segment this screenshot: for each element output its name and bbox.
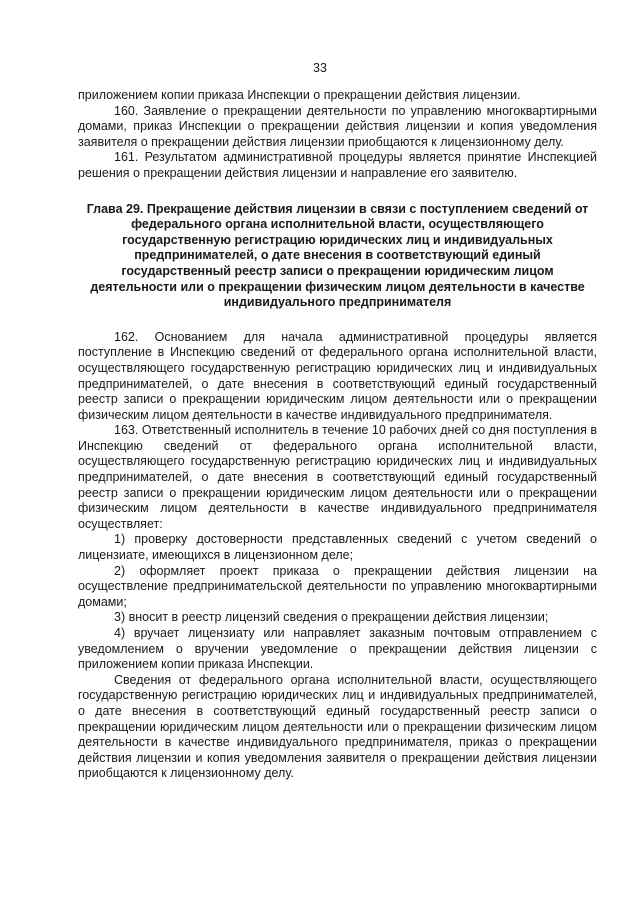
list-item-4: 4) вручает лицензиату или направляет заказным почтовым отправлением с уведомлением о вручении уведомление о прекращении действия лицензии с приложением копии приказа Инспекции.: [78, 626, 597, 672]
paragraph-closing: Сведения от федерального органа исполнительной власти, осуществляющего государственную регистрацию юридических лиц и индивидуальных предпринимателей, о дате внесения в соответствующий единый государственный реестр записи о прекращении юридическим лицом деятельности или о прекращении физическим лицом деятельности в качестве индивидуального предпринимателя, приказ о прекращении действия лицензии и копия уведомления заявителя о прекращении действия лицензии приобщаются к лицензионному делу.: [78, 672, 597, 781]
paragraph-160: 160. Заявление о прекращении деятельности по управлению многоквартирными домами, приказ Инспекции о прекращении действия лицензии и копия уведомления заявителя о прекращении действия лицензии приобщаются к лицензионному делу.: [78, 103, 597, 149]
list-item-3: 3) вносит в реестр лицензий сведения о прекращении действия лицензии;: [114, 610, 549, 625]
page-number: 33: [313, 61, 327, 75]
list-item-1: 1) проверку достоверности представленных сведений с учетом сведений о лицензиате, имеющихся в лицензионном деле;: [78, 532, 597, 563]
paragraph-161: 161. Результатом административной процедуры является принятие Инспекцией решения о прекращении действия лицензии и направление его заявителю.: [78, 150, 597, 180]
chapter-heading: Глава 29. Прекращение действия лицензии в связи с поступлением сведений от федерального органа исполнительной власти, осуществляющего государственную регистрацию юридических лиц и индивидуальных предпринимателей, о дате внесения в соответствующий единый государственный реестр записи о прекращении юридическим лицом деятельности или о прекращении физическим лицом деятельности в качестве индивидуального предпринимателя: [86, 201, 589, 310]
list-item-2: 2) оформляет проект приказа о прекращении действия лицензии на осуществление предпринимательской деятельности по управлению многоквартирными домами;: [78, 563, 597, 609]
paragraph-continuation: приложением копии приказа Инспекции о прекращении действия лицензии.: [78, 88, 521, 102]
paragraph-162: 162. Основанием для начала административной процедуры является поступление в Инспекцию сведений от федерального органа исполнительной власти, осуществляющего государственную регистрацию юридических лиц и индивидуальных предпринимателей, о дате внесения в соответствующий единый государственный реестр записи о прекращении юридическим лицом деятельности или о прекращении физическим лицом деятельности в качестве индивидуального предпринимателя.: [78, 329, 597, 422]
paragraph-163: 163. Ответственный исполнитель в течение 10 рабочих дней со дня поступления в Инспекцию сведений от федерального органа исполнительной власти, осуществляющего государственную регистрацию юридических лиц и индивидуальных предпринимателей, о дате внесения в соответствующий единый государственный реестр записи о прекращении юридическим лицом деятельности или о прекращении физическим лицом деятельности в качестве индивидуального предпринимателя осуществляет:: [78, 423, 597, 531]
document-body: [78, 88, 597, 782]
